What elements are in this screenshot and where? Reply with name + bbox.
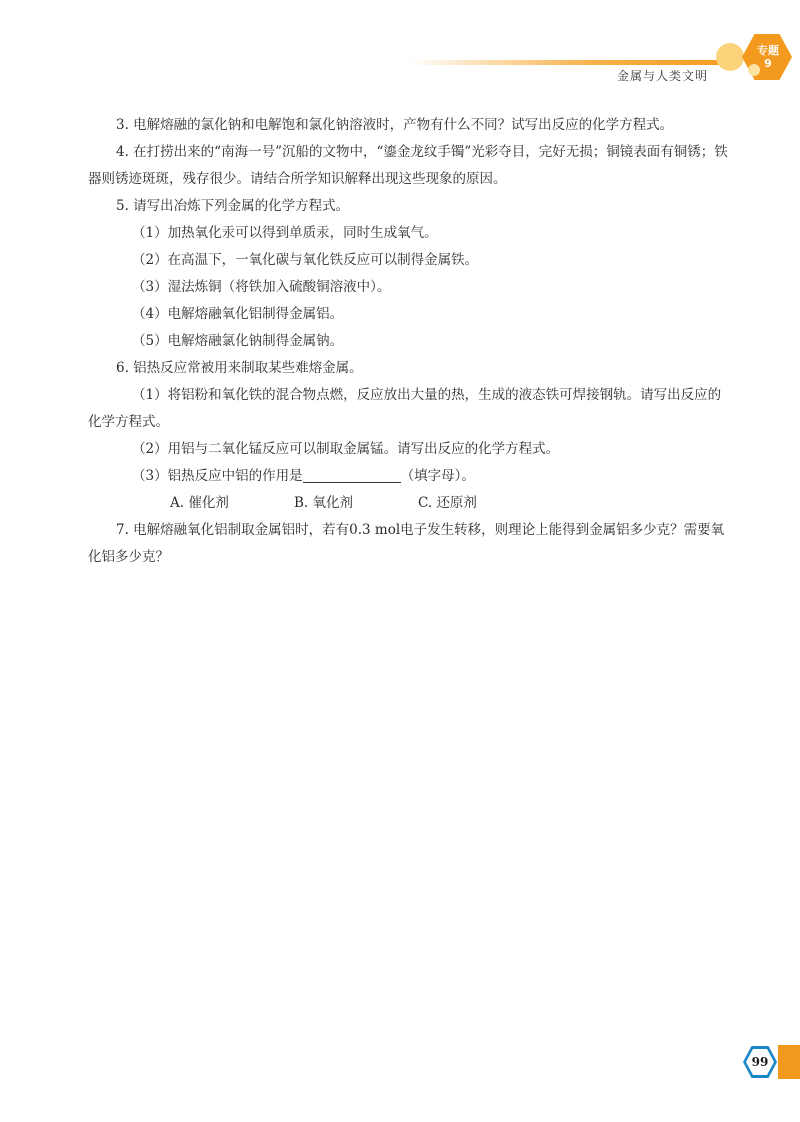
question-6-item-1: （1）将铝粉和氧化铁的混合物点燃，反应放出大量的热，生成的液态铁可焊接钢轨。请写出反应的化学方程式。 — [88, 387, 722, 430]
question-5-item-1: （1）加热氧化汞可以得到单质汞，同时生成氧气。 — [132, 225, 438, 241]
question-6-item-2: （2）用铝与二氧化锰反应可以制取金属锰。请写出反应的化学方程式。 — [132, 441, 560, 457]
badge-number: 9 — [764, 57, 772, 70]
badge-label: 专题 — [757, 44, 779, 57]
chapter-title: 金属与人类文明 — [616, 69, 708, 83]
question-4: 4. 在打捞出来的“南海一号”沉船的文物中，“鎏金龙纹手镯”光彩夺目，完好无损；铜镜表面有铜锈；铁器则锈迹斑斑，残存很少。请结合所学知识解释出现这些现象的原因。 — [88, 144, 728, 187]
page-number: 99 — [751, 1055, 769, 1069]
question-6-options — [88, 490, 728, 517]
question-7: 7. 电解熔融氧化铝制取金属铝时，若有0.3 mol电子发生转移，则理论上能得到金属铝多少克？需要氧化铝多少克？ — [88, 522, 725, 565]
question-6-item-3 — [88, 463, 728, 490]
question-5-item-5: （5）电解熔融氯化钠制得金属钠。 — [132, 333, 344, 349]
question-6-item-3-suffix: （填字母）。 — [400, 468, 475, 484]
option-b: B. 氧化剂 — [294, 495, 354, 511]
question-6-item-3-text: （3）铝热反应中铝的作用是 — [132, 468, 303, 484]
chapter-badge-text — [748, 44, 788, 70]
question-5: 5. 请写出冶炼下列金属的化学方程式。 — [116, 198, 350, 214]
question-5-item-3: （3）湿法炼铜（将铁加入硫酸铜溶液中）。 — [132, 279, 391, 295]
question-3: 3. 电解熔融的氯化钠和电解饱和氯化钠溶液时，产物有什么不同？试写出反应的化学方程式。 — [116, 117, 674, 133]
question-6: 6. 铝热反应常被用来制取某些难熔金属。 — [116, 360, 363, 376]
option-c: C. 还原剂 — [418, 495, 477, 511]
answer-blank — [303, 469, 401, 484]
question-5-item-2: （2）在高温下，一氧化碳与氧化铁反应可以制得金属铁。 — [132, 252, 479, 268]
option-a: A. 催化剂 — [170, 495, 229, 511]
badge-circle-decoration — [716, 43, 744, 71]
exercise-content — [88, 112, 728, 571]
page-edge-tab — [778, 1045, 800, 1079]
header-rule — [408, 60, 740, 65]
question-5-item-4: （4）电解熔融氧化铝制得金属铝。 — [132, 306, 344, 322]
